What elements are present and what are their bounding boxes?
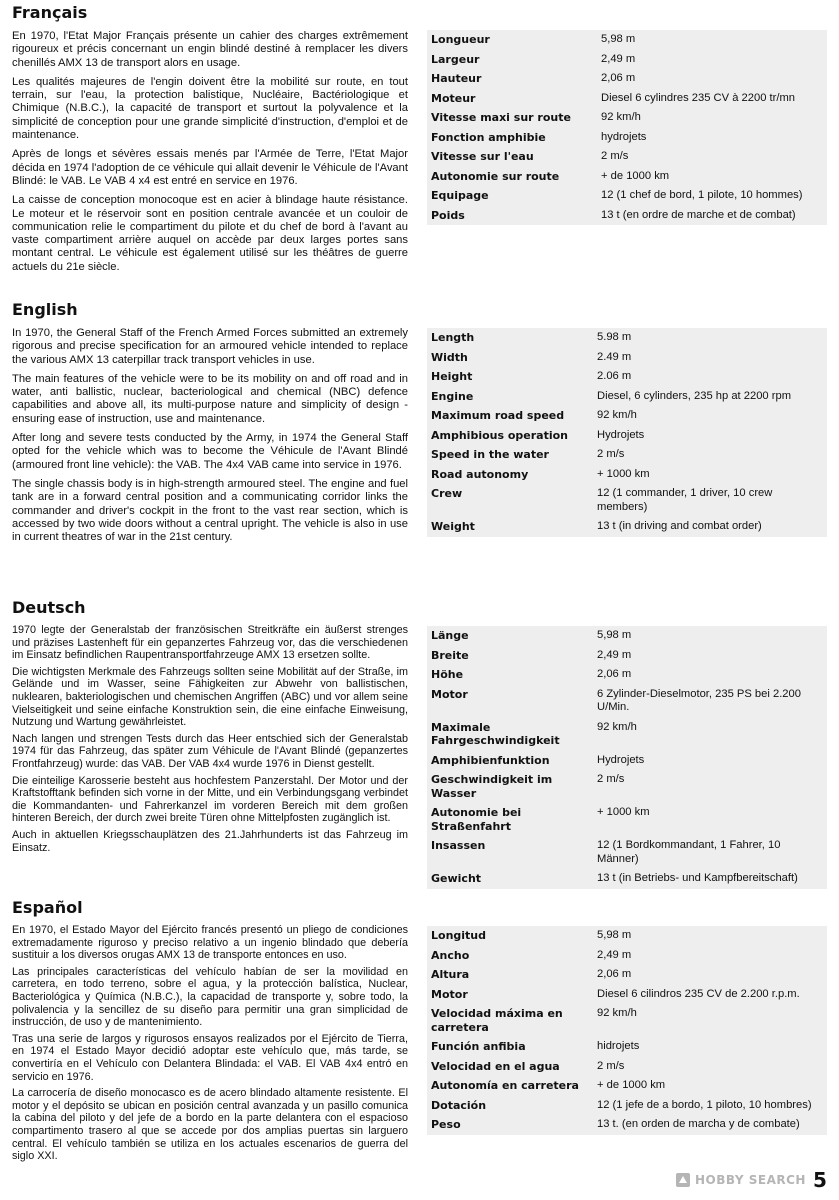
spec-key: Dotación (431, 1098, 487, 1112)
spec-value: Hydrojets (597, 428, 645, 441)
spec-key: Amphibious operation (431, 428, 569, 442)
paragraph: La caisse de conception monocoque est en acier à blindage haute résistance. Le moteur et le réservoir sont en position centrale avancée et un couloir de communication relie le compartiment du pilote et du chef de bord à l'avant au vaste compartiment arrière auquel on accède par deux larges portes sans montant central. Le véhicule est également utilisé sur les théâtres de guerre actuels du 21e siècle. (12, 194, 408, 273)
page-footer (675, 1170, 835, 1194)
spec-key: Speed in the water (431, 448, 549, 461)
spec-value: 12 (1 jefe de a bordo, 1 piloto, 10 hombres) (597, 1098, 812, 1111)
spec-key: Length (431, 331, 475, 344)
spec-value: Diesel 6 cylindres 235 CV à 2200 tr/mn (601, 91, 796, 104)
spec-value: Hydrojets (597, 753, 645, 766)
spec-row (427, 665, 827, 685)
paragraph: En 1970, el Estado Mayor del Ejército francés presentó un pliego de condiciones extremadamente riguroso y preciso relativo a un ingenio blindado que debería sustituir a los diversos orugas AMX 13 de transporte entonces en uso. (12, 924, 408, 962)
spec-row (427, 206, 827, 226)
spec-value: 2.49 m (597, 350, 632, 363)
spec-value: 2,06 m (601, 72, 636, 84)
spec-row (427, 718, 827, 751)
spec-key: Peso (431, 1118, 461, 1131)
text-espanol (12, 924, 408, 1167)
spec-key: Autonomie bei Straßenfahrt (431, 806, 522, 833)
spec-key: Geschwindigkeit im Wasser (431, 773, 553, 800)
spec-key: Longitud (431, 929, 487, 942)
spec-key: Autonomie sur route (431, 169, 560, 183)
spec-value: + 1000 km (597, 467, 650, 480)
spec-row (427, 426, 827, 446)
spec-key: Maximum road speed (431, 409, 565, 422)
spec-row (427, 770, 827, 803)
spec-value: + de 1000 km (597, 1079, 666, 1091)
spec-value: 5,98 m (601, 33, 636, 45)
spec-value: + 1000 km (597, 806, 650, 818)
spec-key: Ancho (431, 948, 470, 962)
spec-row (427, 869, 827, 889)
text-francais (12, 30, 408, 280)
spec-key: Autonomía en carretera (431, 1079, 579, 1092)
paragraph: In 1970, the General Staff of the French Armed Forces submitted an extremely rigorous and precise specification for an armoured vehicle intended to replace the various AMX 13 caterpillar track transport vehicles in use. (12, 327, 408, 366)
spec-row (427, 926, 827, 946)
spec-row (427, 167, 827, 187)
spec-row (427, 685, 827, 718)
spec-row (427, 30, 827, 50)
spec-value: 5,98 m (597, 929, 632, 941)
spec-table-deutsch (427, 626, 827, 889)
spec-row (427, 387, 827, 407)
spec-row (427, 646, 827, 666)
spec-value: 6 Zylinder-Dieselmotor, 235 PS bei 2.200 U/Min. (597, 687, 801, 713)
spec-value: 2,06 m (597, 668, 632, 680)
spec-row (427, 128, 827, 148)
spec-row (427, 517, 827, 537)
spec-row (427, 348, 827, 368)
spec-row (427, 108, 827, 128)
spec-key: Motor (431, 987, 468, 1001)
spec-row (427, 836, 827, 869)
heading-deutsch: Deutsch (12, 598, 86, 617)
spec-value: 2 m/s (597, 448, 625, 460)
paragraph: Les qualités majeures de l'engin doivent être la mobilité sur route, en tout terrain, sur l'eau, la protection balistique, Nucléaire, Bactériologique et Chimique (N.B.C.), la capacité de transport et surtout la polyvalence et la simplicité de conception pour une grande simplicité d'instruction, d'emploi et de maintenance. (12, 75, 408, 142)
spec-key: Breite (431, 648, 469, 662)
spec-key: Höhe (431, 668, 464, 681)
spec-key: Moteur (431, 91, 476, 105)
spec-key: Width (431, 350, 468, 364)
spec-value: 2.06 m (597, 370, 632, 382)
spec-table-espanol (427, 926, 827, 1135)
spec-value: hydrojets (601, 130, 647, 143)
spec-key: Amphibienfunktion (431, 753, 550, 767)
spec-value: hidrojets (597, 1040, 640, 1052)
spec-key: Fonction amphibie (431, 130, 546, 144)
spec-value: Diesel, 6 cylinders, 235 hp at 2200 rpm (597, 389, 792, 402)
paragraph: La carrocería de diseño monocasco es de acero blindado altamente resistente. El motor y el depósito se ubican en posición central avanzada y un pasillo comunica la cabina del piloto y del jefe de a bordo en la parte delantera con el espacioso compartimento trasero al que se accede por dos amplias puertas sin larguero central. El vehículo también se utiliza en los actuales escenarios de guerra del siglo XXI. (12, 1087, 408, 1163)
spec-value: 2 m/s (601, 150, 629, 162)
spec-row (427, 1115, 827, 1135)
spec-row (427, 626, 827, 646)
spec-row (427, 465, 827, 485)
spec-row (427, 1096, 827, 1116)
heading-espanol: Español (12, 898, 83, 917)
paragraph: Tras una serie de largos y rigurosos ensayos realizados por el Ejército de Tierra, en 1974 el Estado Mayor decidió adoptar este vehículo que, más tarde, se convertiría en el Vehículo con Delantera Blindada: el VAB. El VAB 4x4 entró en servicio en 1976. (12, 1032, 408, 1083)
spec-key: Height (431, 370, 473, 383)
spec-value: 13 t (en ordre de marche et de combat) (601, 208, 796, 221)
spec-value: 12 (1 Bordkommandant, 1 Fahrer, 10 Männer) (597, 839, 781, 865)
spec-row (427, 1037, 827, 1057)
spec-value: 92 km/h (597, 1007, 637, 1019)
spec-row (427, 367, 827, 387)
spec-row (427, 484, 827, 517)
watermark-text: HOBBY SEARCH (695, 1173, 806, 1187)
text-deutsch (12, 624, 408, 858)
spec-value: 2,06 m (597, 968, 632, 980)
spec-value: 5.98 m (597, 331, 632, 343)
spec-key: Vitesse sur l'eau (431, 150, 534, 163)
spec-key: Weight (431, 520, 475, 533)
spec-key: Velocidad en el agua (431, 1059, 560, 1073)
paragraph: 1970 legte der Generalstab der französischen Streitkräfte ein äußerst strenges und präzises Lastenheft für ein gepanzertes Fahrzeug vor, das die verschiedenen im Einsatz befindlichen Raupentransportfahrzeuge AMX 13 ersetzen sollte. (12, 624, 408, 662)
text-english (12, 327, 408, 550)
spec-value: 2,49 m (597, 948, 632, 961)
spec-value: 12 (1 chef de bord, 1 pilote, 10 hommes) (601, 189, 803, 201)
spec-value: 13 t (in driving and combat order) (597, 520, 762, 532)
spec-value: 2 m/s (597, 1059, 625, 1072)
spec-key: Engine (431, 389, 474, 403)
spec-row (427, 445, 827, 465)
paragraph: Auch in aktuellen Kriegsschauplätzen des 21.Jahrhunderts ist das Fahrzeug im Einsatz. (12, 828, 408, 854)
spec-value: 13 t (in Betriebs- und Kampfbereitschaft) (597, 872, 798, 884)
spec-value: Diesel 6 cilindros 235 CV de 2.200 r.p.m. (597, 987, 800, 1000)
spec-table-francais (427, 30, 827, 225)
spec-key: Función anfibia (431, 1040, 526, 1053)
paragraph: The main features of the vehicle were to be its mobility on and off road and in water, anti ballistic, nuclear, bacteriological and chemical (NBC) defence capabilities and above all, its multi-purpose nature and simplicity of design - ensuring ease of instruction, use and maintenance. (12, 372, 408, 425)
heading-english: English (12, 300, 78, 319)
spec-row (427, 1057, 827, 1077)
paragraph: Las principales características del vehículo habían de ser la movilidad en carretera, en todo terreno, sobre el agua, y la protección balística, Nuclear, Bacteriológica y Química (N.B.C.), la capacidad de transporte y, sobre todo, la polivalencia y la sencillez de su diseño para permitir una gran simplicidad de instrucción, de uso y de mantenimiento. (12, 965, 408, 1029)
spec-row (427, 985, 827, 1005)
spec-key: Velocidad máxima en carretera (431, 1007, 563, 1034)
spec-key: Vitesse maxi sur route (431, 111, 571, 124)
paragraph: Après de longs et sévères essais menés par l'Armée de Terre, l'Etat Major décida en 1974 l'adoption de ce véhicule qui allait devenir le Véhicule de l'Avant Blindé: le VAB. Le VAB 4 x4 est entré en service en 1976. (12, 148, 408, 187)
spec-value: 2 m/s (597, 773, 625, 785)
spec-value: 2,49 m (597, 648, 632, 661)
paragraph: Nach langen und strengen Tests durch das Heer entschied sich der Generalstab 1974 für das Fahrzeug, das später zum Véhicule de l'Avant Blindé (gepanzertes Frontfahrzeug) wurde: das VAB. Der VAB 4x4 wurde 1976 in Dienst gestellt. (12, 732, 408, 770)
spec-key: Largeur (431, 52, 480, 66)
spec-row (427, 946, 827, 966)
spec-key: Equipage (431, 189, 489, 202)
spec-row (427, 1004, 827, 1037)
paragraph: Die wichtigsten Merkmale des Fahrzeugs sollten seine Mobilität auf der Straße, im Gelände und im Wasser, seine Fähigkeiten zur Abwehr von ballistischen, nuklearen, bakteriologischen und chemischen Angriffen (ABC) und vor allem seine Vielseitigkeit und seine einfache Konstruktion sein, die eine einfache Einweisung, Nutzung und Wartung gewährleistet. (12, 665, 408, 729)
spec-row (427, 89, 827, 109)
spec-key: Insassen (431, 839, 486, 852)
spec-key: Hauteur (431, 72, 482, 85)
hobby-search-logo-icon (675, 1172, 691, 1188)
spec-key: Longueur (431, 33, 490, 46)
spec-row (427, 50, 827, 70)
spec-key: Maximale Fahrgeschwindigkeit (431, 720, 560, 747)
spec-key: Gewicht (431, 872, 482, 885)
spec-row (427, 751, 827, 771)
spec-value: 92 km/h (597, 409, 637, 421)
spec-key: Motor (431, 687, 468, 701)
paragraph: Die einteilige Karosserie besteht aus hochfestem Panzerstahl. Der Motor und der Kraftstofftank befinden sich vorne in der Mitte, und ein Verbindungsgang verbindet die Kommandanten- und Fahrerkanzel im vorderen Bereich mit dem großen hinteren Bereich, der durch zwei breite Türen ohne Mittelpfosten zugänglich ist. (12, 774, 408, 825)
spec-row (427, 147, 827, 167)
spec-row (427, 803, 827, 836)
spec-value: 5,98 m (597, 629, 632, 641)
spec-row (427, 965, 827, 985)
spec-value: 2,49 m (601, 52, 636, 65)
spec-row (427, 1076, 827, 1096)
spec-key: Crew (431, 487, 463, 500)
spec-value: 92 km/h (601, 111, 641, 123)
spec-key: Altura (431, 968, 470, 981)
spec-row (427, 328, 827, 348)
spec-key: Road autonomy (431, 467, 529, 481)
spec-row (427, 186, 827, 206)
spec-key: Länge (431, 629, 469, 642)
heading-francais: Français (12, 3, 88, 22)
paragraph: En 1970, l'Etat Major Français présente un cahier des charges extrêmement rigoureux et précis concernant un engin blindé destiné à remplacer les divers chenillés AMX 13 de transport alors en usage. (12, 30, 408, 69)
spec-value: 12 (1 commander, 1 driver, 10 crew members) (597, 487, 773, 513)
spec-value: 92 km/h (597, 720, 637, 733)
page-number: 5 (813, 1168, 827, 1192)
spec-table-english (427, 328, 827, 537)
spec-row (427, 406, 827, 426)
spec-value: + de 1000 km (601, 169, 670, 182)
paragraph: The single chassis body is in high-strength armoured steel. The engine and fuel tank are in a forward central position and a communicating corridor links the commander and driver's cockpit in the front to the vast rear section, which is accessed by two wide doors without a central upright. The vehicle is also in use in current theatres of war in the 21st century. (12, 477, 408, 544)
spec-value: 13 t. (en orden de marcha y de combate) (597, 1118, 800, 1130)
spec-row (427, 69, 827, 89)
spec-key: Poids (431, 208, 465, 222)
paragraph: After long and severe tests conducted by the Army, in 1974 the General Staff opted for the vehicle which was to become the Véhicule de l'Avant Blindé (armoured front line vehicle): the VAB. The 4x4 VAB came into service in 1976. (12, 432, 408, 471)
